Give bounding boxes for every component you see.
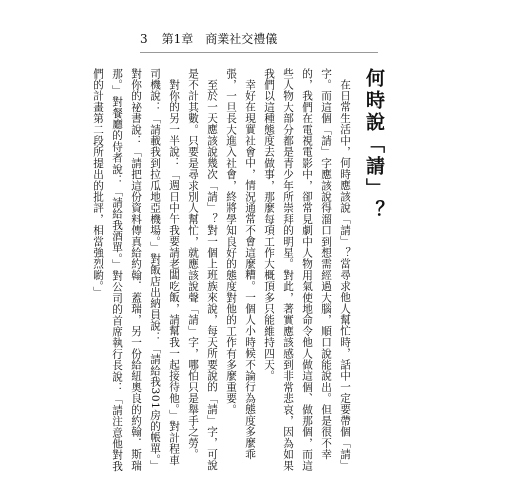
page-number: 3: [140, 32, 148, 46]
paragraph: 至於一天應該說幾次「請」？對一個上班族來說，每天所要說的「請」字，可說是不計其數。只要是尋求別人幫忙，就應該說聲「請」字，哪怕只是舉手之勞。: [187, 68, 218, 471]
paragraph: 在日常生活中，何時應該說「請」？當尋求他人幫忙時，話中一定要帶個「請」字。而這個「請」字應該說得溜口到想需經過大腦，順口說能說出。但是很不幸的，我們在電視電影中，卻常見劇中人物用氣使地命令他人做這個、做那個，而這些人物大部分都是青少年所崇拜的明星。對此，著實應該感到非常悲哀，因為如果我們以這種態度去做事，那麼每項工作大概頂多只能維持四天。: [263, 68, 351, 472]
chapter-title: 第1章 商業社交禮儀: [161, 32, 278, 46]
paragraph: 幸好在現實社會中，情況通常不會這麼糟。一個人小時候不論行為態度多麼乖張，一旦長大進入社會，終將學知良好的態度對他的工作有多麼重要。: [225, 68, 256, 460]
running-header: [140, 30, 277, 47]
page-body: [92, 68, 385, 472]
header-rule: [140, 52, 378, 53]
paragraph: 對你的另一半說：「週日中午我要請老闆吃飯，請幫我一起接待他。」對計程車司機說：「請載我到拉瓜地亞機場。」對飯店出納員說：「請給我301房的帳單。」對你的祕書說：「請把這份資料傳真給約翰．蓋瑞，另一份給紐奧良的約翰．斯瑞那。」對餐廳的侍者說：「請給我酒單。」對公司的首席執行長說：「請注意他對我們的計畫第二段所提出的批評，相當強烈喲。」: [92, 68, 180, 472]
section-title: 何時說「請」？: [363, 68, 385, 222]
